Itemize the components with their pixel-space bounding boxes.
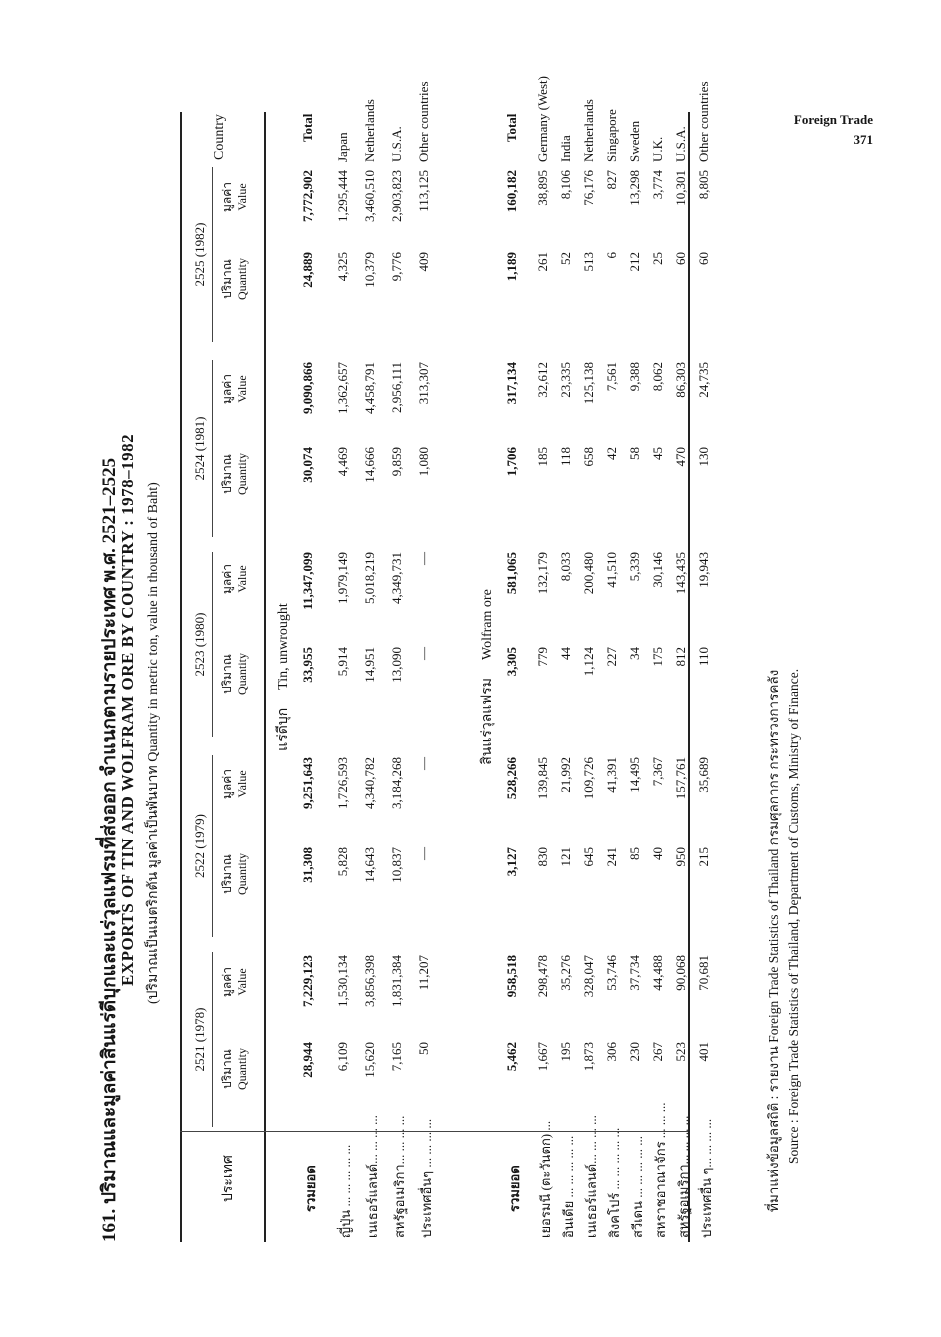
year-underline-2 <box>212 552 213 737</box>
table-cell: 3,856,398 <box>362 955 377 1007</box>
table-cell: 121 <box>558 847 573 867</box>
row-label-en: Total <box>504 113 519 142</box>
table-cell: 3,184,268 <box>389 757 404 809</box>
row-label-th: เนเธอร์แลนด์... ... ... ... <box>584 1115 599 1238</box>
table-cell: 14,495 <box>627 757 642 793</box>
row-label-en: Japan <box>335 132 350 162</box>
subheader-en: Value <box>235 183 249 211</box>
quantity-header-2 <box>220 841 250 907</box>
year-underline-1 <box>212 755 213 937</box>
subheader-th: ปริมาณ <box>220 854 234 894</box>
table-cell: 470 <box>673 447 688 467</box>
table-cell: 41,391 <box>604 757 619 793</box>
table-cell: 21,992 <box>558 757 573 793</box>
table-cell: 523 <box>673 1042 688 1062</box>
row-label-th: ประเทศอื่น ๆ... ... ... ... <box>699 1118 714 1238</box>
row-label-en: Other countries <box>696 81 711 162</box>
table-cell: 53,746 <box>604 955 619 991</box>
table-cell: 90,068 <box>673 955 688 991</box>
row-label-th: อินเดีย ... ... ... ... ... <box>561 1135 576 1238</box>
country-en-header: Country <box>212 114 227 160</box>
table-cell: 1,979,149 <box>335 552 350 604</box>
year-header-4: 2525 (1982) <box>192 222 207 287</box>
table-cell: 950 <box>673 847 688 867</box>
table-cell: 34 <box>627 647 642 660</box>
table-cell: 13,090 <box>389 647 404 683</box>
row-label-th: ญี่ปุ่น ... ... ... ... ... <box>338 1144 353 1238</box>
table-cell: 175 <box>650 647 665 667</box>
table-cell: 215 <box>696 847 711 867</box>
table-cell: 212 <box>627 252 642 272</box>
year-underline-0 <box>212 952 213 1127</box>
table-cell: 958,518 <box>504 955 519 998</box>
title-thai: 161. ปริมาณและมูลค่าสินแร่ดีบุกและแร่วุลแฟรมที่ส่งออก จำแนกตามรายประเทศ พ.ศ. 2521–2525 <box>99 457 120 1242</box>
row-label-en: India <box>558 135 573 162</box>
table-cell: 37,734 <box>627 955 642 991</box>
value-header-7 <box>220 356 250 422</box>
table-cell: 401 <box>696 1042 711 1062</box>
table-cell: 241 <box>604 847 619 867</box>
table-cell: 8,033 <box>558 552 573 582</box>
subheader-th: มูลค่า <box>220 373 234 405</box>
row-label-en: Netherlands <box>581 99 596 162</box>
page-number: 371 <box>853 132 873 147</box>
subheader-th: ปริมาณ <box>220 259 234 299</box>
table-cell: 11,347,099 <box>300 552 315 610</box>
subheader-en: Value <box>235 968 249 996</box>
table-cell: 33,955 <box>300 647 315 683</box>
section-label-en: Wolfram ore <box>480 589 495 660</box>
subheader-en: Quantity <box>235 453 249 495</box>
subheader-th: มูลค่า <box>220 966 234 998</box>
table-cell: 118 <box>558 447 573 467</box>
table-cell: 328,047 <box>581 955 596 998</box>
table-cell: 645 <box>581 847 596 867</box>
subheader-th: มูลค่า <box>220 563 234 595</box>
table-cell: 4,469 <box>335 447 350 477</box>
table-cell: 830 <box>535 847 550 867</box>
table-cell: 157,761 <box>673 757 688 800</box>
table-cell: 7,367 <box>650 757 665 787</box>
table-cell: 76,176 <box>581 170 596 206</box>
table-cell: 109,726 <box>581 757 596 800</box>
table-cell: 1,295,444 <box>335 170 350 222</box>
table-cell: — <box>416 847 431 860</box>
row-label-th: สิงคโปร์ ... ... ... ... ... <box>607 1127 622 1238</box>
table-cell: 14,666 <box>362 447 377 483</box>
subheader-en: Quantity <box>235 258 249 300</box>
table-cell: 195 <box>558 1042 573 1062</box>
table-cell: 1,726,593 <box>335 757 350 809</box>
table-cell: 28,944 <box>300 1042 315 1078</box>
subheader-en: Value <box>235 565 249 593</box>
table-cell: 6 <box>604 252 619 259</box>
table-cell: 30,074 <box>300 447 315 483</box>
table-cell: 139,845 <box>535 757 550 800</box>
table-cell: 306 <box>604 1042 619 1062</box>
quantity-header-8 <box>220 246 250 312</box>
table-cell: 1,831,384 <box>389 955 404 1007</box>
section-label-1 <box>476 112 498 1242</box>
table-cell: 7,772,902 <box>300 170 315 222</box>
table-cell: 1,080 <box>416 447 431 477</box>
table-cell: 227 <box>604 647 619 667</box>
table-cell: 7,165 <box>389 1042 404 1072</box>
table-cell: 32,612 <box>535 362 550 398</box>
table-cell: 15,620 <box>362 1042 377 1078</box>
subheader-th: มูลค่า <box>220 181 234 213</box>
table-cell: 3,774 <box>650 170 665 200</box>
subheader-th: ปริมาณ <box>220 1049 234 1089</box>
table-cell: 4,325 <box>335 252 350 282</box>
table-cell: 779 <box>535 647 550 667</box>
header-bottom-rule <box>264 112 266 1242</box>
table-cell: 6,109 <box>335 1042 350 1072</box>
table-cell: 10,379 <box>362 252 377 288</box>
table-cell: 24,735 <box>696 362 711 398</box>
source-english: Source : Foreign Trade Statistics of Thailand, Department of Customs, Ministry of Finance. <box>786 668 801 1164</box>
table-cell: 4,349,731 <box>389 552 404 604</box>
table-cell: 44,488 <box>650 955 665 991</box>
year-underline-3 <box>212 360 213 537</box>
row-label-en: Sweden <box>627 120 642 162</box>
table-cell: 1,530,134 <box>335 955 350 1007</box>
year-header-2: 2523 (1980) <box>192 612 207 677</box>
table-cell: 261 <box>535 252 550 272</box>
table-cell: 13,298 <box>627 170 642 206</box>
table-cell: 2,956,111 <box>389 362 404 414</box>
subheader-en: Quantity <box>235 853 249 895</box>
table-cell: 35,276 <box>558 955 573 991</box>
subheader-en: Quantity <box>235 653 249 695</box>
source-thai: ที่มาแห่งข้อมูลสถิติ : รายงาน Foreign Trade Statistics of Thailand กรมศุลกากร กระทรวงการคลัง <box>766 669 781 1212</box>
row-label-th: เนเธอร์แลนด์... ... ... ... <box>365 1115 380 1238</box>
table-cell: 513 <box>581 252 596 272</box>
table-cell: 31,308 <box>300 847 315 883</box>
subheader-en: Value <box>235 770 249 798</box>
table-cell: 3,127 <box>504 847 519 877</box>
row-label-en: U.S.A. <box>673 126 688 162</box>
table-cell: 267 <box>650 1042 665 1062</box>
table-cell: 200,480 <box>581 552 596 595</box>
section-label-en: Tin, unwrought <box>276 603 291 690</box>
row-label-en: Total <box>300 113 315 142</box>
table-cell: 8,062 <box>650 362 665 392</box>
table-cell: 1,873 <box>581 1042 596 1072</box>
subheader-th: มูลค่า <box>220 768 234 800</box>
table-cell: 44 <box>558 647 573 660</box>
row-label-th: สวีเดน ... ... ... ... ... <box>630 1135 645 1238</box>
table-cell: — <box>416 647 431 660</box>
quantity-header-4 <box>220 641 250 707</box>
table-cell: 5,018,219 <box>362 552 377 604</box>
table-cell: 160,182 <box>504 170 519 213</box>
subheader-th: ปริมาณ <box>220 454 234 494</box>
subheader-th: ปริมาณ <box>220 654 234 694</box>
table-cell: 30,146 <box>650 552 665 588</box>
table-cell: 4,458,791 <box>362 362 377 414</box>
row-label-en: Singapore <box>604 109 619 162</box>
table-cell: 528,266 <box>504 757 519 800</box>
table-cell: 14,951 <box>362 647 377 683</box>
row-label-th: สหรัฐอเมริกา... ... ... ... <box>392 1115 407 1238</box>
table-cell: 85 <box>627 847 642 860</box>
table-cell: 86,303 <box>673 362 688 398</box>
table-cell: 25 <box>650 252 665 265</box>
table-cell: 35,689 <box>696 757 711 793</box>
row-label-en: U.S.A. <box>389 126 404 162</box>
section-label-th: สินแร่วุลแฟรม <box>480 678 495 765</box>
title-english: EXPORTS OF TIN AND WOLFRAM ORE BY COUNTRY : 1978–1982 <box>118 433 137 986</box>
year-header-1: 2522 (1979) <box>192 814 207 878</box>
table-cell: 10,837 <box>389 847 404 883</box>
table-cell: 5,339 <box>627 552 642 582</box>
country-th-header: ประเทศ <box>221 1155 236 1202</box>
table-cell: 8,106 <box>558 170 573 200</box>
quantity-header-0 <box>220 1036 250 1102</box>
row-label-en: Netherlands <box>362 99 377 162</box>
section-name: Foreign Trade <box>793 112 873 127</box>
table-cell: 60 <box>673 252 688 265</box>
table-cell: 827 <box>604 170 619 190</box>
table-cell: 9,859 <box>389 447 404 477</box>
table-cell: 5,914 <box>335 647 350 677</box>
table-cell: 409 <box>416 252 431 272</box>
quantity-header-6 <box>220 441 250 507</box>
table-cell: 52 <box>558 252 573 265</box>
table-cell: 8,805 <box>696 170 711 200</box>
section-label-th: แร่ดีบุก <box>276 707 291 751</box>
row-label-en: U.K. <box>650 136 665 162</box>
table-cell: 581,065 <box>504 552 519 595</box>
table-cell: 70,681 <box>696 955 711 991</box>
table-cell: 125,138 <box>581 362 596 405</box>
table-cell: 23,335 <box>558 362 573 398</box>
year-header-3: 2524 (1981) <box>192 416 207 481</box>
row-label-th: สหราชอาณาจักร ... ... ... <box>653 1102 668 1238</box>
table-cell: 130 <box>696 447 711 467</box>
table-cell: 3,305 <box>504 647 519 677</box>
table-cell: 5,462 <box>504 1042 519 1072</box>
table-cell: 9,388 <box>627 362 642 392</box>
value-header-9 <box>220 164 250 230</box>
table-cell: 7,561 <box>604 362 619 392</box>
table-cell: 40 <box>650 847 665 860</box>
table-cell: 143,435 <box>673 552 688 595</box>
row-label-en: Other countries <box>416 81 431 162</box>
table-cell: 4,340,782 <box>362 757 377 809</box>
table-cell: 1,706 <box>504 447 519 477</box>
table-cell: 45 <box>650 447 665 460</box>
row-label-th: ประเทศอื่นๆ ... ... ... ... <box>419 1118 434 1238</box>
rotated-table-page <box>92 76 812 1242</box>
table-cell: 317,134 <box>504 362 519 405</box>
table-cell: 41,510 <box>604 552 619 588</box>
table-cell: 10,301 <box>673 170 688 206</box>
table-cell: 19,943 <box>696 552 711 588</box>
row-label-th: สหรัฐอเมริกา... ... ... ... <box>676 1115 691 1238</box>
title-unit: (ปริมาณเป็นเมตริกตัน มูลค่าเป็นพันบาท Quantity in metric ton, value in thousand of Baht) <box>146 482 161 1004</box>
table-cell: 11,207 <box>416 955 431 991</box>
value-header-5 <box>220 546 250 612</box>
table-cell: 132,179 <box>535 552 550 595</box>
table-cell: 1,667 <box>535 1042 550 1072</box>
year-underline-4 <box>212 167 213 342</box>
table-cell: 9,090,866 <box>300 362 315 414</box>
row-label-th: รวมยอด <box>303 1165 318 1212</box>
row-label-th: รวมยอด <box>507 1165 522 1212</box>
table-cell: 1,362,657 <box>335 362 350 414</box>
table-cell: 14,643 <box>362 847 377 883</box>
table-cell: 7,229,123 <box>300 955 315 1007</box>
table-cell: 230 <box>627 1042 642 1062</box>
table-cell: 110 <box>696 647 711 667</box>
table-cell: 1,124 <box>581 647 596 677</box>
year-header-0: 2521 (1978) <box>192 1007 207 1072</box>
table-cell: 812 <box>673 647 688 667</box>
table-cell: — <box>416 757 431 770</box>
table-cell: 58 <box>627 447 642 460</box>
table-cell: 50 <box>416 1042 431 1055</box>
table-cell: 42 <box>604 447 619 460</box>
row-label-en: Germany (West) <box>535 76 550 162</box>
table-cell: 3,460,510 <box>362 170 377 222</box>
value-header-1 <box>220 949 250 1015</box>
table-cell: 313,307 <box>416 362 431 405</box>
table-cell: 185 <box>535 447 550 467</box>
table-cell: 38,895 <box>535 170 550 206</box>
table-cell: 24,889 <box>300 252 315 288</box>
subheader-en: Value <box>235 375 249 403</box>
table-cell: 113,125 <box>416 170 431 212</box>
table-cell: 5,828 <box>335 847 350 877</box>
top-rule <box>180 112 182 1242</box>
table-cell: 9,251,643 <box>300 757 315 809</box>
table-cell: 658 <box>581 447 596 467</box>
table-cell: 1,189 <box>504 252 519 282</box>
table-cell: 2,903,823 <box>389 170 404 222</box>
table-cell: 9,776 <box>389 252 404 282</box>
section-label-0 <box>272 112 294 1242</box>
value-header-3 <box>220 751 250 817</box>
table-cell: — <box>416 552 431 565</box>
row-label-th: เยอรมนี (ตะวันตก) ... <box>538 1120 553 1238</box>
table-cell: 298,478 <box>535 955 550 998</box>
table-cell: 60 <box>696 252 711 265</box>
subheader-en: Quantity <box>235 1048 249 1090</box>
